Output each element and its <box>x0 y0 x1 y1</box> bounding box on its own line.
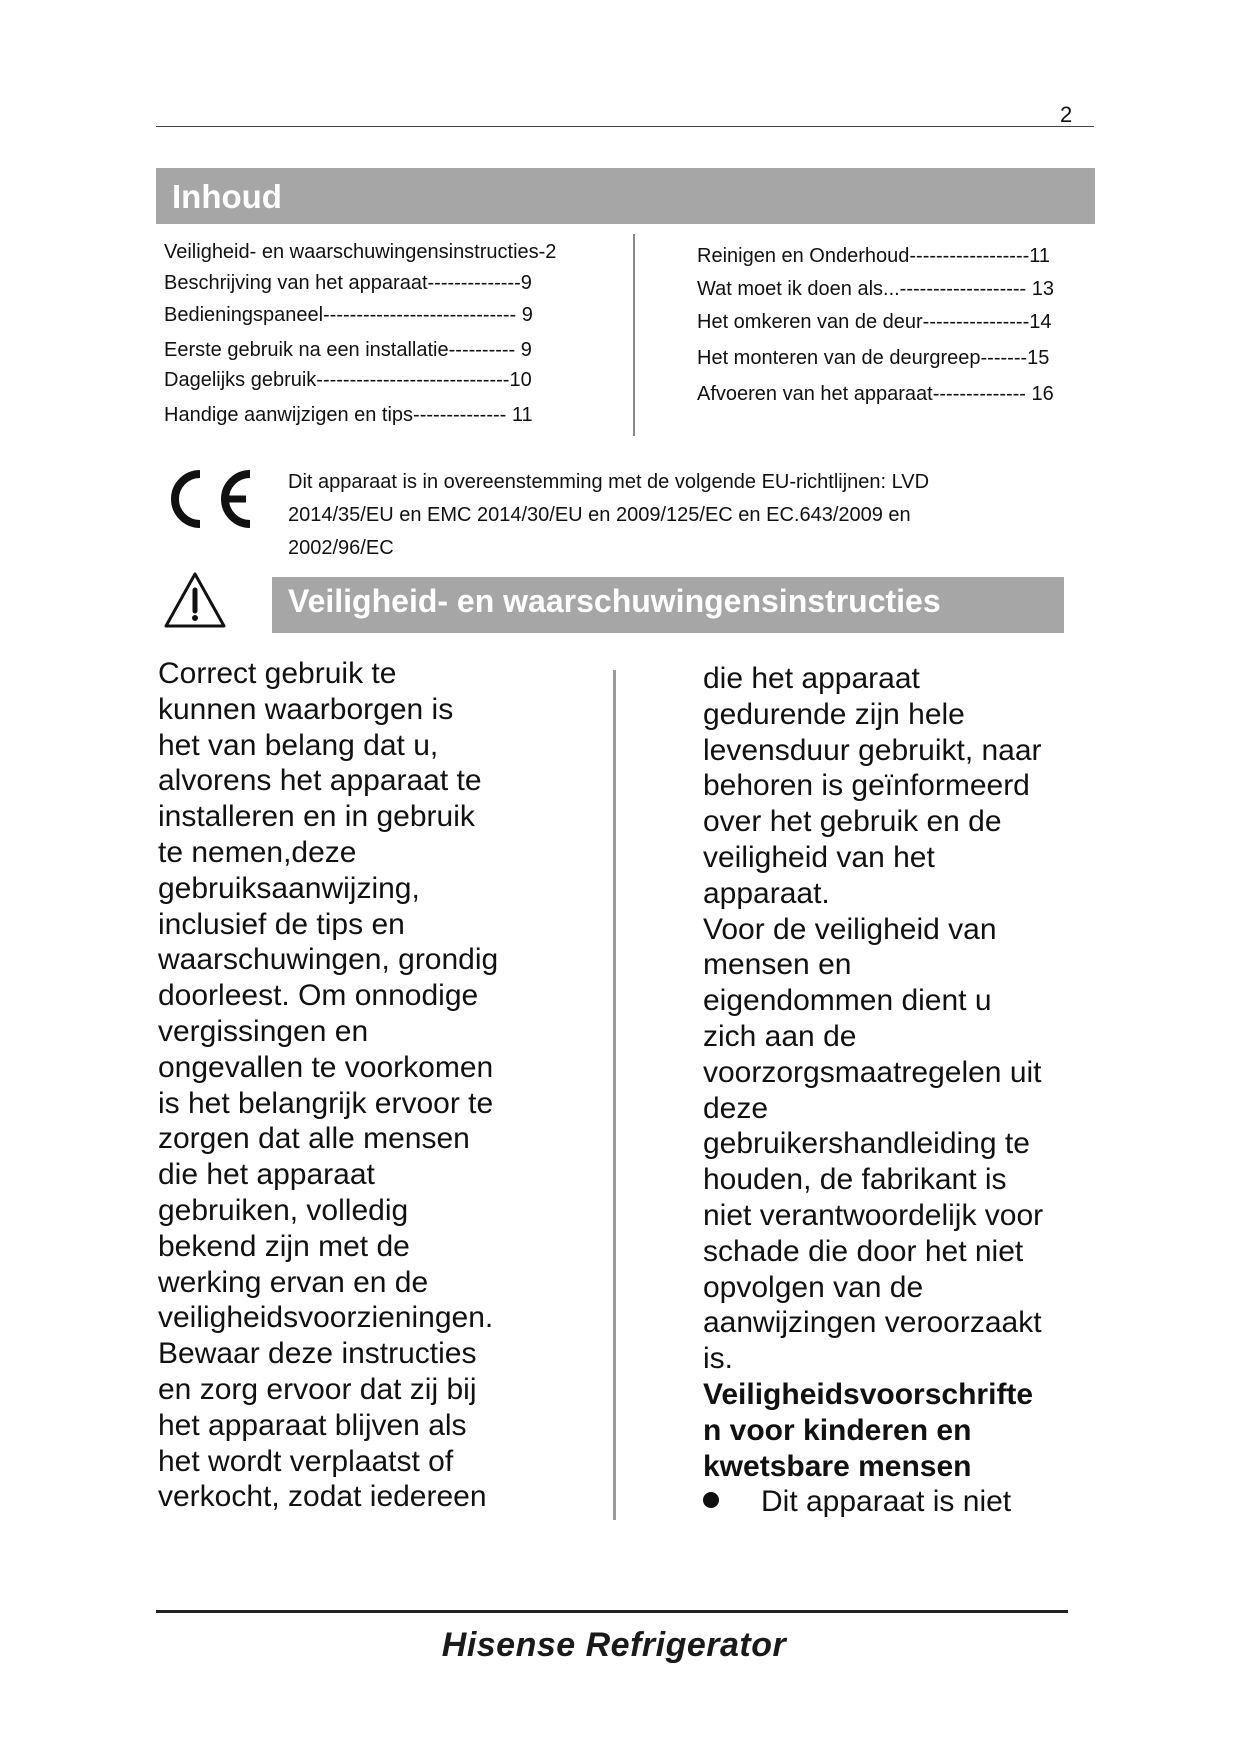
body-line: gedurende zijn hele <box>703 697 965 731</box>
bullet-text: Dit apparaat is niet <box>761 1485 1012 1519</box>
compliance-line: 2002/96/EC <box>288 537 394 559</box>
body-line: zorgen dat alle mensen <box>158 1122 470 1156</box>
body-line: deze <box>703 1091 769 1125</box>
body-line: installeren en in gebruik <box>158 800 475 834</box>
body-line: waarschuwingen, grondig <box>158 943 499 977</box>
body-line: en zorg ervoor dat zij bij <box>158 1372 477 1406</box>
body-line: alvorens het apparaat te <box>158 764 482 798</box>
body-line: levensduur gebruikt, naar <box>703 733 1042 767</box>
toc-entry: Afvoeren van het apparaat-------------- 16 <box>697 383 1054 405</box>
body-line: gebruiksaanwijzing, <box>158 871 420 905</box>
body-line: het van belang dat u, <box>158 728 439 762</box>
bullet-icon <box>703 1492 719 1508</box>
body-line: aanwijzingen veroorzaakt <box>703 1306 1042 1340</box>
body-line: kunnen waarborgen is <box>158 692 454 726</box>
body-line: opvolgen van de <box>703 1270 924 1304</box>
body-line: mensen en <box>703 948 852 982</box>
body-line: veiligheidsvoorzieningen. <box>158 1301 494 1335</box>
footer-rule <box>156 1610 1068 1613</box>
toc-entry: Het omkeren van de deur----------------14 <box>697 311 1052 333</box>
body-line: bekend zijn met de <box>158 1229 410 1263</box>
compliance-statement <box>288 466 1048 565</box>
safety-body-left <box>158 656 578 1515</box>
body-line: inclusief de tips en <box>158 907 405 941</box>
body-line: die het apparaat <box>703 662 920 695</box>
body-line: die het apparaat <box>158 1158 375 1192</box>
body-line: zich aan de <box>703 1019 857 1053</box>
body-line: Correct gebruik te <box>158 657 397 690</box>
toc-entry: Eerste gebruik na een installatie---------- 9 <box>164 339 532 361</box>
compliance-line: Dit apparaat is in overeenstemming met de volgende EU-richtlijnen: LVD <box>288 471 930 493</box>
body-line: doorleest. Om onnodige <box>158 979 479 1013</box>
toc-entry: Beschrijving van het apparaat--------------9 <box>164 272 532 294</box>
body-line: over het gebruik en de <box>703 805 1002 839</box>
body-line: Voor de veiligheid van <box>703 912 997 946</box>
subheading-line: n voor kinderen en <box>703 1413 972 1447</box>
ce-mark-icon <box>162 466 256 532</box>
toc-entry: Het monteren van de deurgreep-------15 <box>697 347 1050 369</box>
body-line: behoren is geïnformeerd <box>703 769 1030 803</box>
body-line: is het belangrijk ervoor te <box>158 1086 494 1120</box>
safety-body-right <box>703 661 1123 1520</box>
toc-divider <box>633 234 635 436</box>
body-line: gebruikershandleiding te <box>703 1127 1030 1161</box>
compliance-line: 2014/35/EU en EMC 2014/30/EU en 2009/125/EC en EC.643/2009 en <box>288 504 911 526</box>
body-line: Bewaar deze instructies <box>158 1337 477 1371</box>
body-line: eigendommen dient u <box>703 984 992 1018</box>
body-line: vergissingen en <box>158 1014 369 1048</box>
body-line: schade die door het niet <box>703 1234 1024 1268</box>
subheading-line: kwetsbare mensen <box>703 1449 972 1483</box>
body-line: niet verantwoordelijk voor <box>703 1198 1044 1232</box>
toc-entry: Dagelijks gebruik-----------------------------10 <box>164 369 532 391</box>
body-line: apparaat. <box>703 876 830 910</box>
body-line: te nemen,deze <box>158 835 357 869</box>
page-number: 2 <box>1060 102 1073 127</box>
body-line: voorzorgsmaatregelen uit <box>703 1055 1042 1089</box>
header-rule <box>156 126 1094 127</box>
body-line: veiligheid van het <box>703 840 935 874</box>
body-line: ongevallen te voorkomen <box>158 1050 494 1084</box>
toc-entry: Wat moet ik doen als...------------------- 13 <box>697 278 1055 300</box>
body-line: is. <box>703 1342 733 1376</box>
toc-entry: Reinigen en Onderhoud------------------11 <box>697 245 1051 267</box>
body-line: het wordt verplaatst of <box>158 1444 454 1478</box>
body-line: verkocht, zodat iedereen <box>158 1480 487 1514</box>
body-line: werking ervan en de <box>158 1265 429 1299</box>
warning-triangle-icon <box>162 570 228 630</box>
body-line: houden, de fabrikant is <box>703 1163 1007 1197</box>
bullet-item <box>703 1484 1123 1520</box>
toc-entry: Bedieningspaneel----------------------------- 9 <box>164 304 533 326</box>
body-line: het apparaat blijven als <box>158 1408 467 1442</box>
body-line: gebruiken, volledig <box>158 1193 409 1227</box>
column-divider <box>613 670 616 1520</box>
toc-entry: Veiligheid- en waarschuwingensinstructies-2 <box>164 241 557 263</box>
safety-section-title: Veiligheid- en waarschuwingensinstructies <box>272 577 1064 633</box>
brand-logo: Hisense Refrigerator <box>441 1626 787 1664</box>
subheading-line: Veiligheidsvoorschrifte <box>703 1377 1034 1411</box>
toc-title: Inhoud <box>156 168 1095 224</box>
toc-entry: Handige aanwijzigen en tips-------------- 11 <box>164 404 533 426</box>
